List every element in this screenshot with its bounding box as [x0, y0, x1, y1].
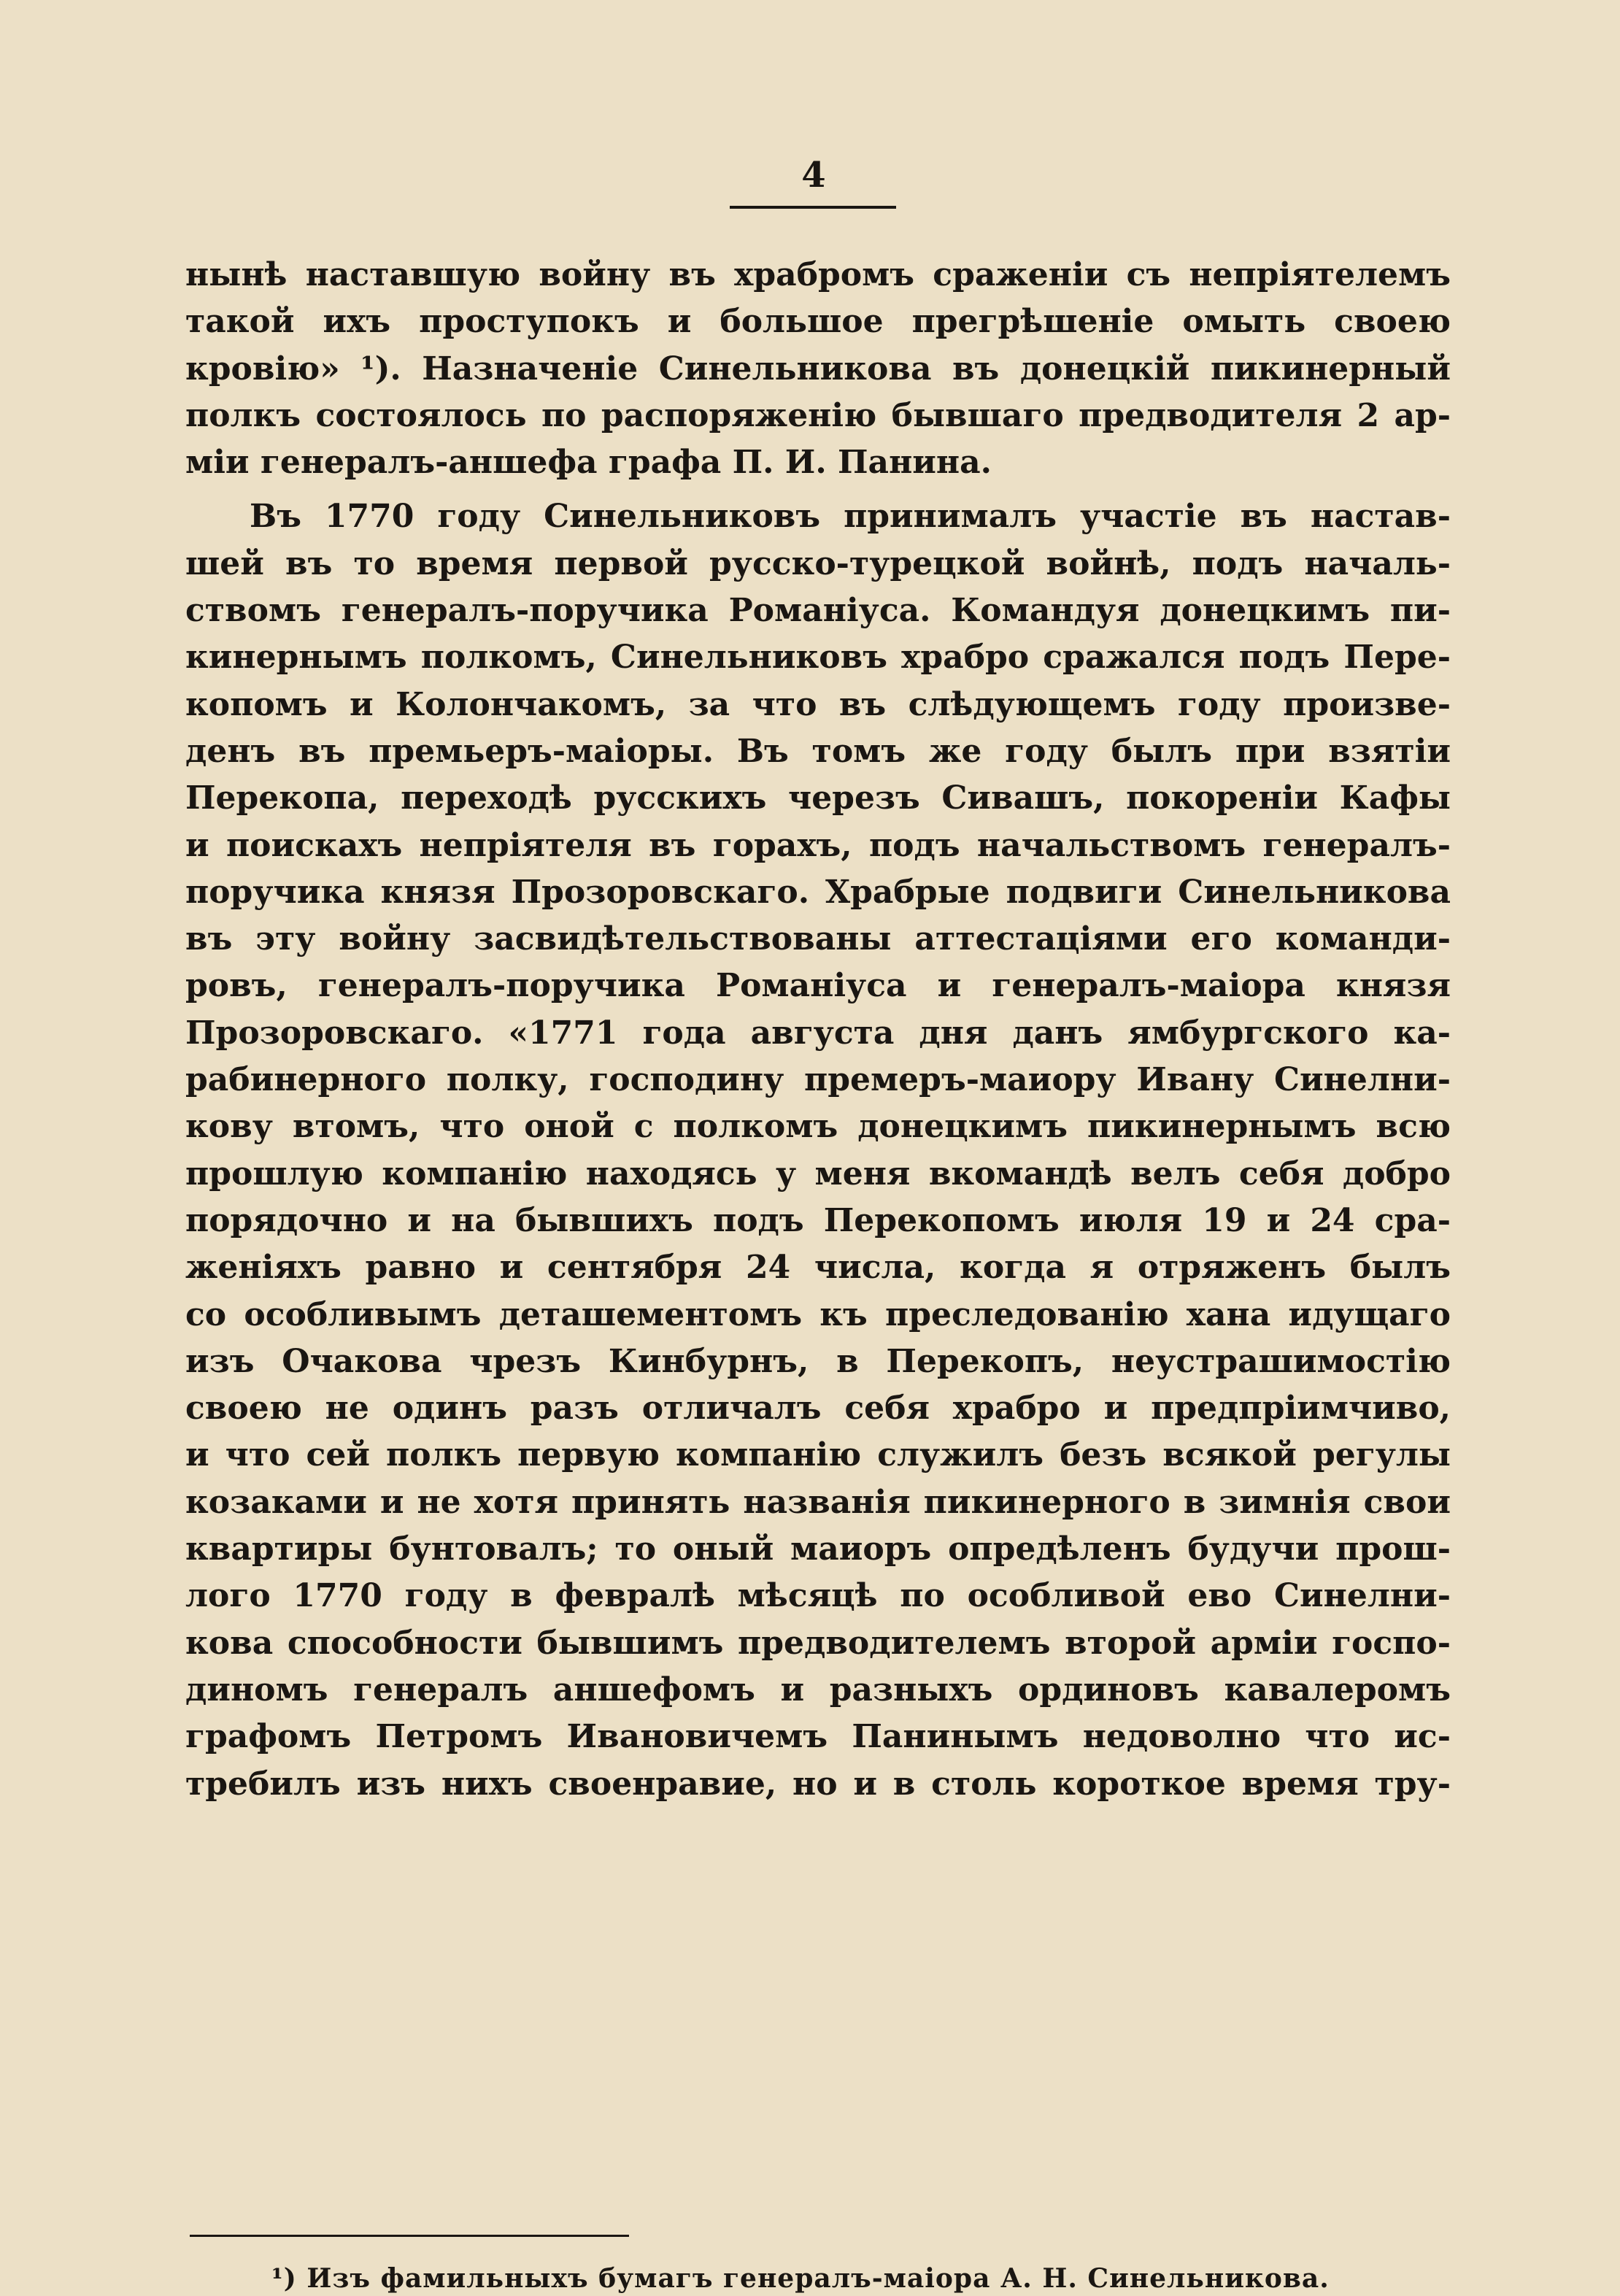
text-line: прошлую компанію находясь у меня вкомандѣ велъ себя добро: [185, 1155, 1451, 1193]
text-line: копомъ и Колончакомъ, за что въ слѣдующемъ году произве-: [185, 685, 1451, 723]
text-line: кову втомъ, что оной с полкомъ донецкимъ пикинернымъ всю: [185, 1108, 1451, 1146]
text-line: кинернымъ полкомъ, Синельниковъ храбро сражался подъ Пере-: [185, 639, 1451, 677]
text-line: козаками и не хотя принять названія пикинерного в зимнія свои: [185, 1483, 1451, 1521]
text-line: кровію» ¹). Назначеніе Синельникова въ донецкій пикинерный: [185, 350, 1451, 388]
text-line: Перекопа, переходѣ русскихъ черезъ Сивашъ, покореніи Кафы: [185, 779, 1451, 817]
text-line: квартиры бунтовалъ; то оный маиоръ опредѣленъ будучи прош-: [185, 1530, 1451, 1568]
body-text: [185, 252, 1451, 1808]
text-line: шей въ то время первой русско-турецкой войнѣ, подъ началь-: [185, 544, 1451, 582]
text-line: Въ 1770 году Синельниковъ принималъ участіе въ настав-: [250, 498, 1451, 536]
text-line: полкъ состоялось по распоряженію бывшаго предводителя 2 ар-: [185, 396, 1451, 434]
header-rule: [730, 206, 896, 209]
text-line: требилъ изъ нихъ своенравие, но и в столь короткое время тру-: [185, 1765, 1451, 1803]
footnote: [271, 2261, 1330, 2296]
text-line: нынѣ наставшую войну въ храбромъ сраженіи съ непріятелемъ: [185, 256, 1451, 293]
text-line: лого 1770 году в февралѣ мѣсяцѣ по особливой ево Синелни-: [185, 1577, 1451, 1615]
text-line: въ эту войну засвидѣтельствованы аттестаціями его команди-: [185, 920, 1451, 958]
footnote-text: Изъ фамильныхъ бумагъ генералъ-маіора А. Н. Синельникова.: [306, 2263, 1330, 2294]
text-line: Прозоровскаго. «1771 года августа дня данъ ямбургского ка-: [185, 1014, 1451, 1052]
footnote-marker: ¹): [271, 2263, 297, 2294]
text-line: рабинерного полку, господину премеръ-маиору Ивану Синелни-: [185, 1061, 1451, 1099]
paragraph-1: [185, 252, 1451, 486]
text-line: диномъ генералъ аншефомъ и разныхъ ординовъ кавалеромъ: [185, 1671, 1451, 1708]
text-line: денъ въ премьеръ-маіоры. Въ томъ же году былъ при взятіи: [185, 732, 1451, 770]
footnote-rule: [190, 2235, 629, 2237]
text-line: и поискахъ непріятеля въ горахъ, подъ начальствомъ генералъ-: [185, 826, 1451, 864]
text-line: женіяхъ равно и сентября 24 числа, когда я отряженъ былъ: [185, 1249, 1451, 1287]
text-line: ровъ, генералъ-поручика Романіуса и генералъ-маіора князя: [185, 967, 1451, 1005]
paragraph-gap: [185, 486, 1451, 493]
paragraph-2: [185, 493, 1451, 1807]
text-line: графомъ Петромъ Ивановичемъ Панинымъ недоволно что ис-: [185, 1718, 1451, 1756]
page-number: 4: [801, 155, 826, 196]
text-line: поручика князя Прозоровскаго. Храбрые подвиги Синельникова: [185, 873, 1451, 911]
text-line: кова способности бывшимъ предводителемъ второй арміи госпо-: [185, 1624, 1451, 1662]
text-line: міи генералъ-аншефа графа П. И. Панина.: [185, 444, 992, 482]
text-line: порядочно и на бывшихъ подъ Перекопомъ июля 19 и 24 сра-: [185, 1201, 1451, 1239]
text-line: ствомъ генералъ-поручика Романіуса. Командуя донецкимъ пи-: [185, 592, 1451, 630]
text-line: и что сей полкъ первую компанію служилъ безъ всякой регулы: [185, 1436, 1451, 1474]
text-line: своею не одинъ разъ отличалъ себя храбро и предпріимчиво,: [185, 1390, 1451, 1428]
text-line: со особливымъ деташементомъ къ преследованію хана идущаго: [185, 1295, 1451, 1333]
text-line: такой ихъ проступокъ и большое прегрѣшеніе омыть своею: [185, 303, 1451, 341]
text-line: изъ Очакова чрезъ Кинбурнъ, в Перекопъ, неустрашимостію: [185, 1342, 1451, 1380]
